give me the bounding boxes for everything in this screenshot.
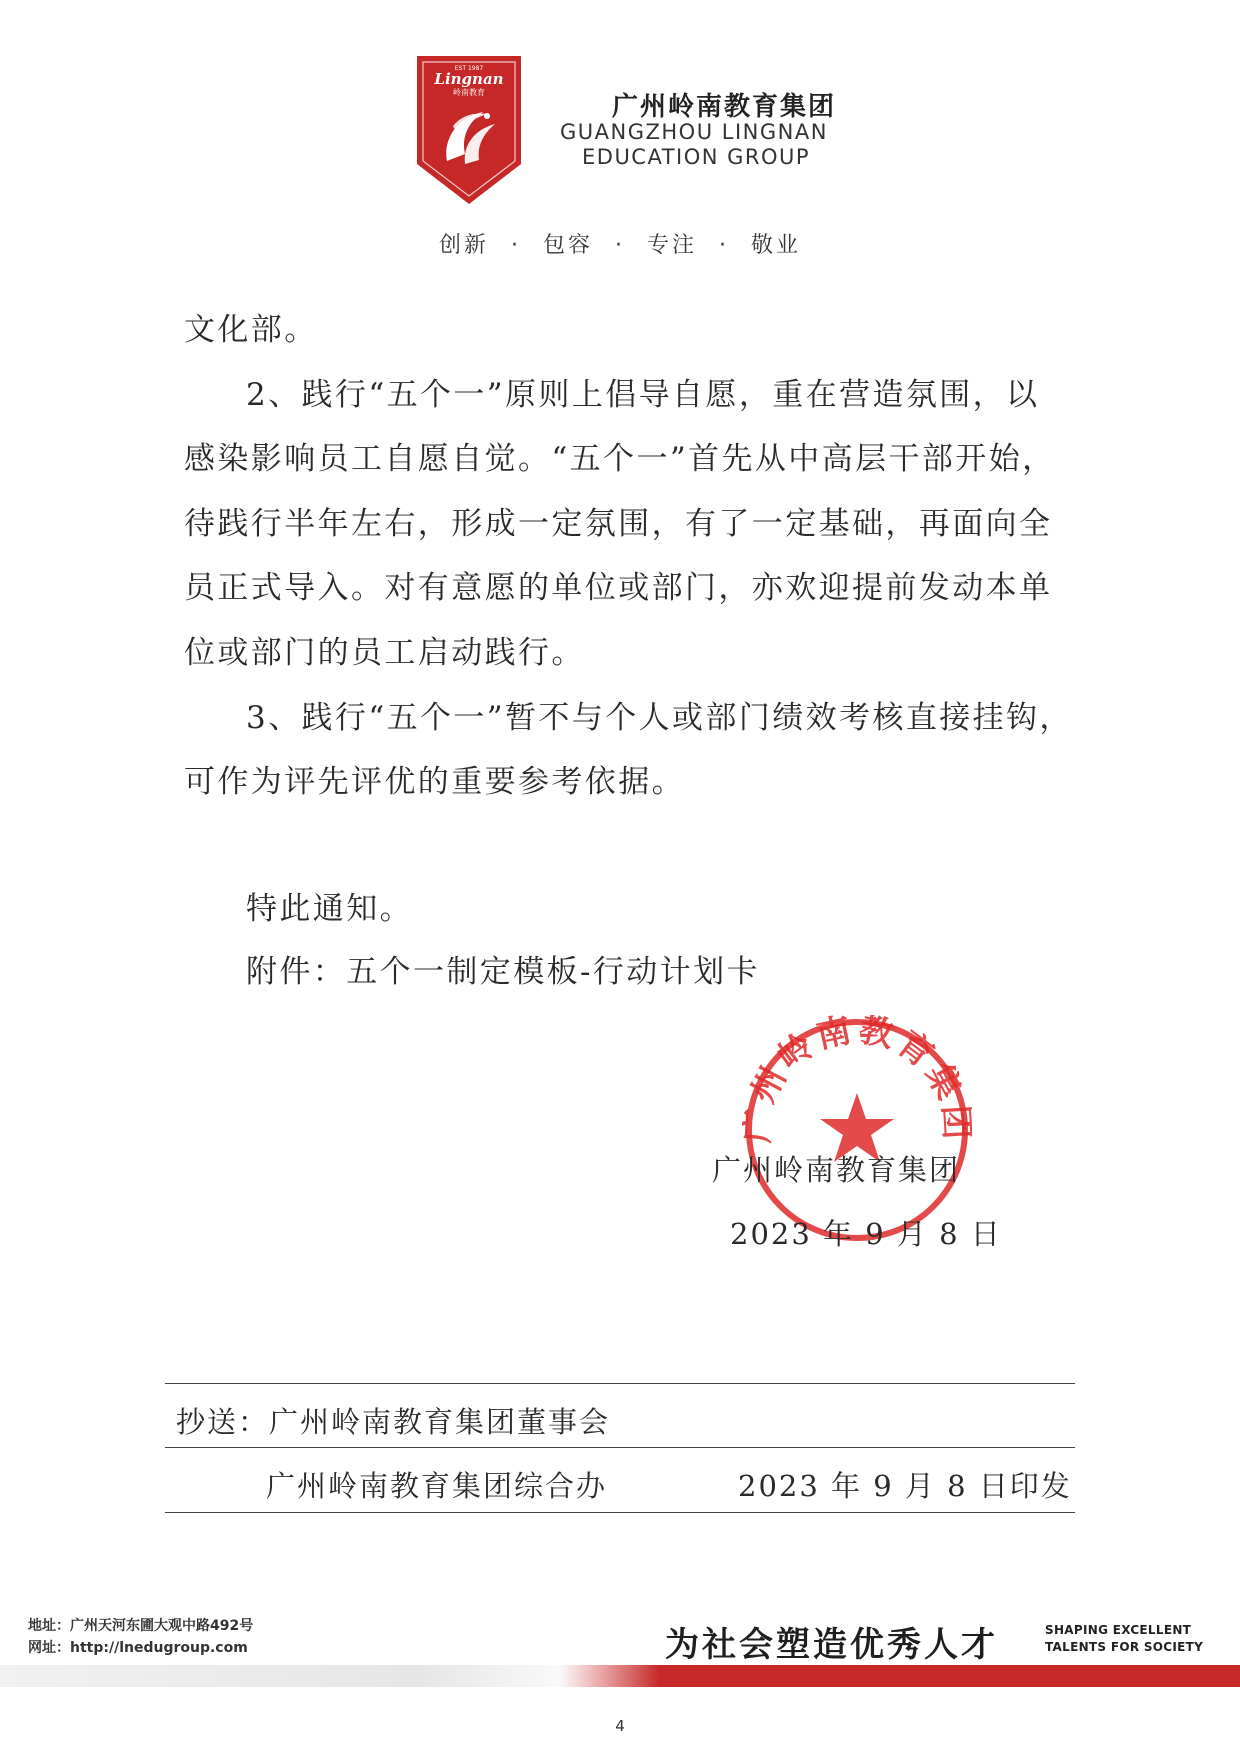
footer-address: 地址：广州天河东圃大观中路492号 [28,1618,254,1634]
table-rule-bottom [165,1512,1075,1513]
org-name-en-line1: GUANGZHOU LINGNAN [560,120,828,144]
slogan-cn: 为社会塑造优秀人才 [665,1625,998,1665]
footer-website[interactable]: 网址：http://lnedugroup.com [28,1640,248,1656]
value-separator: · [719,233,730,258]
value-separator: · [510,233,521,258]
logo-brand: Lingnan [434,70,504,88]
value-item: 敬业 [751,233,802,258]
official-seal [742,1015,972,1245]
group-logo [417,56,521,204]
body-line: 2、践行“五个一”原则上倡导自愿，重在营造氛围，以 [246,377,1040,413]
core-values [0,228,1240,259]
body-line: 员正式导入。对有意愿的单位或部门，亦欢迎提前发动本单 [184,570,1053,606]
footer-red-band [660,1665,1240,1687]
seal-text: 州岭南教育集 [743,1015,971,1110]
body-line: 待践行半年左右，形成一定氛围，有了一定基础，再面向全 [184,506,1053,542]
body-line: 3、践行“五个一”暂不与个人或部门绩效考核直接挂钩， [246,700,1073,736]
value-item: 包容 [542,233,593,258]
value-item: 专注 [647,233,698,258]
value-separator: · [615,233,625,258]
page-number: 4 [615,1717,625,1735]
body-line: 位或部门的员工启动践行。 [184,635,585,671]
body-line: 可作为评先评优的重要参考依据。 [184,764,685,800]
org-name-cn: 广州岭南教育集团 [612,92,837,122]
issue-date: 2023 年 9 月 8 日印发 [738,1469,1072,1503]
table-rule-middle [165,1447,1075,1448]
slogan-en-line1: SHAPING EXCELLENT [1045,1623,1192,1637]
closing-line: 特此通知。 [246,891,413,927]
body-line: 文化部。 [184,312,318,348]
logo-est: EST 1987 [454,65,484,72]
body-line: 感染影响员工自愿自觉。“五个一”首先从中高层干部开始， [184,441,1056,477]
issuing-office: 广州岭南教育集团综合办 [266,1469,608,1503]
org-name-en-line2: EDUCATION GROUP [582,145,811,169]
slogan-en-line2: TALENTS FOR SOCIETY [1045,1640,1204,1654]
signature-date: 2023 年 9 月 8 日 [730,1217,1002,1251]
cc-recipient: 抄送：广州岭南教育集团董事会 [176,1405,611,1439]
attachment-line: 附件：五个一制定模板-行动计划卡 [246,954,760,990]
footer-red-fade [560,1665,660,1687]
signature-org: 广州岭南教育集团 [712,1153,961,1187]
logo-brand-cn: 岭南教育 [453,88,485,97]
footer-grey-band [0,1665,600,1687]
value-item: 创新 [438,233,489,258]
table-rule-top [165,1383,1075,1384]
